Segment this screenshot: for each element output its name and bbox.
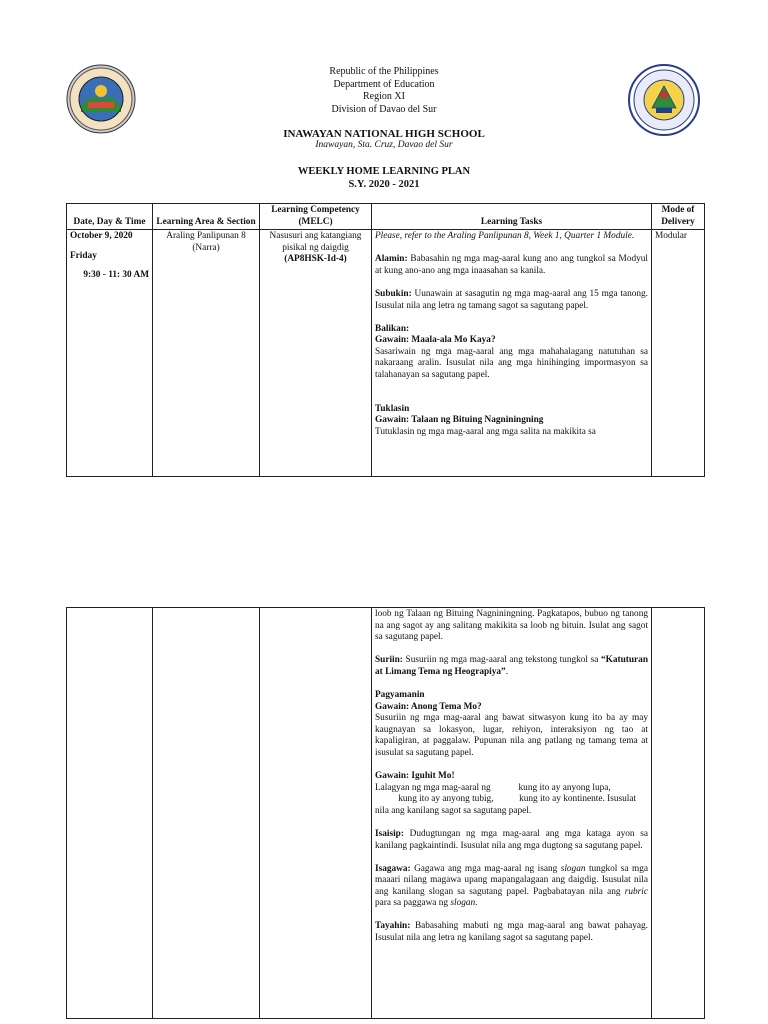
date-cell-continued xyxy=(67,608,153,1019)
task-isagawa xyxy=(375,864,648,910)
task-subukin xyxy=(375,289,648,312)
tayahin-label: Tayahin: xyxy=(375,921,411,932)
tasks-intro: Please, refer to the Araling Panlipunan 8, Week 1, Quarter 1 Module. xyxy=(375,231,635,242)
school-year: S.Y. 2020 - 2021 xyxy=(348,178,420,190)
tuklasin-label: Tuklasin xyxy=(375,403,410,414)
header-republic: Republic of the Philippines xyxy=(329,66,439,77)
task-tuklasin xyxy=(375,404,648,439)
tayahin-text: Babasahing mabuti ng mga mag-aaral ang bawat pahayag. Isusulat nila ang letra ng kanilang sagot sa sagutang papel. xyxy=(375,921,648,944)
header-learning-competency: Learning Competency (MELC) xyxy=(260,204,372,230)
agency-header xyxy=(0,66,768,116)
balikan-label: Balikan: xyxy=(375,323,410,334)
alamin-text: Babasahin ng mga mag-aaral kung ano ang tungkol sa Modyul at kung ano-ano ang mga inaasahan sa kanila. xyxy=(375,254,648,276)
header-learning-tasks: Learning Tasks xyxy=(372,204,652,230)
pagyamanin-label: Pagyamanin xyxy=(375,689,425,700)
suriin-title: “Katuturan at Limang Tema ng Heograpiya” xyxy=(375,655,648,677)
mode-cell-continued xyxy=(652,608,705,1019)
table-header-row xyxy=(67,204,705,230)
iguhit-line1: Lalagyan ng mga mag-aaral ng kung ito ay anyong lupa, xyxy=(375,782,611,793)
isagawa-text1: Gagawa ang mga mag-aaral ng isang xyxy=(410,863,561,874)
learning-tasks-cell-continued xyxy=(372,608,652,1019)
suriin-end: . xyxy=(505,666,509,677)
subukin-label: Subukin: xyxy=(375,288,412,299)
header-learning-area: Learning Area & Section xyxy=(153,204,260,230)
isaisip-text: Dudugtungan ng mga mag-aaral ang mga kataga ayon sa kanilang pagkaintindi. Isusulat nila ang mga dugtong sa sagutang papel. xyxy=(375,828,648,851)
task-alamin xyxy=(375,254,648,277)
date: October 9, 2020 xyxy=(70,231,133,242)
task-balikan xyxy=(375,324,648,382)
learning-tasks-cell xyxy=(372,230,652,477)
learning-area: Araling Panlipunan 8 (Narra) xyxy=(166,231,246,253)
balikan-text: Sasariwain ng mga mag-aaral ang mga mahahalagang natutuhan sa nakaraang aralin. Isusulat nila ang mga hinihinging impormasyon sa talahanayan sa sagutang papel. xyxy=(375,346,648,381)
iguhit-line2: kung ito ay anyong tubig, kung ito ay kontinente. Isusulat nila ang kanilang sagot sa sagutang papel. xyxy=(375,794,639,816)
tuklasin-text-b: loob ng Talaan ng Bituing Nagniningning. Pagkatapos, bubuo ng tanong na ang sagot ay ang salitang makikita sa loob ng bituin. Isulat ang sagot sa sagutang papel. xyxy=(375,609,648,643)
alamin-label: Alamin: xyxy=(375,254,408,265)
iguhit-gawain: Gawain: Iguhit Mo! xyxy=(375,771,455,782)
balikan-gawain: Gawain: Maala-ala Mo Kaya? xyxy=(375,335,496,346)
header-region: Region XI xyxy=(363,91,405,102)
learning-area-cell xyxy=(153,230,260,477)
isagawa-end: . xyxy=(475,898,478,909)
isagawa-text2: tungkol sa mga maaari nilang magawa upang mapangalagaan ang daigdig. Isusulat nila ang kanilang slogan sa sagutang papel. Pagbabatayan nila ang xyxy=(375,863,648,897)
learning-plan-table-continued xyxy=(66,607,705,1019)
header-date-day-time: Date, Day & Time xyxy=(67,204,153,230)
header-department: Department of Education xyxy=(333,78,435,90)
task-suriin xyxy=(375,655,648,678)
competency-code: (AP8HSK-Id-4) xyxy=(284,254,347,265)
suriin-label: Suriin: xyxy=(375,655,403,666)
competency-cell xyxy=(260,230,372,477)
time: 9:30 - 11: 30 AM xyxy=(83,270,149,281)
tuklasin-text-a: Tutuklasin ng mga mag-aaral ang mga salita na makikita sa xyxy=(375,426,596,437)
plan-title xyxy=(0,166,768,191)
pagyamanin-gawain: Gawain: Anong Tema Mo? xyxy=(375,701,482,712)
isagawa-text3: para sa paggawa ng xyxy=(375,898,451,909)
header-mode-of-delivery: Mode of Delivery xyxy=(652,204,705,230)
day: Friday xyxy=(70,250,97,261)
isagawa-slogan2: slogan xyxy=(450,898,476,909)
school-name: INAWAYAN NATIONAL HIGH SCHOOL xyxy=(283,128,485,140)
competency: Nasusuri ang katangiang pisikal ng daigdig xyxy=(269,231,362,253)
isagawa-label: Isagawa: xyxy=(375,863,411,874)
table-row xyxy=(67,230,705,477)
mode-of-delivery: Modular xyxy=(655,231,688,242)
isagawa-rubric: rubric xyxy=(624,886,648,897)
isagawa-slogan: slogan xyxy=(560,863,586,874)
pagyamanin-text: Susuriin ng mga mag-aaral ang bawat sitwasyon kung ito ba ay may kaugnayan sa lokasyon, lugar, rehiyon, interaksiyon ng tao at kapaligiran, at paggalaw. Pupunan nila ang patlang ng tamang tema at isusulat sa sagutang papel. xyxy=(375,713,648,758)
subukin-text: Uunawain at sasagutin ng mga mag-aaral ang 15 mga tanong. Isusulat nila ang letra ng tamang sagot sa sagutang papel. xyxy=(375,288,648,311)
date-cell xyxy=(67,230,153,477)
header-division: Division of Davao del Sur xyxy=(331,103,437,115)
competency-cell-continued xyxy=(260,608,372,1019)
learning-plan-table xyxy=(66,203,705,477)
plan-title-text: WEEKLY HOME LEARNING PLAN xyxy=(297,166,471,177)
table-row xyxy=(67,608,705,1019)
task-iguhit xyxy=(375,771,648,817)
task-isaisip xyxy=(375,829,648,852)
learning-area-cell-continued xyxy=(153,608,260,1019)
task-tayahin xyxy=(375,921,648,944)
task-pagyamanin xyxy=(375,690,648,760)
suriin-text: Susuriin ng mga mag-aaral ang tekstong tungkol sa xyxy=(402,655,601,666)
mode-cell xyxy=(652,230,705,477)
isaisip-label: Isaisip: xyxy=(375,828,404,839)
school-address: Inawayan, Sta. Cruz, Davao del Sur xyxy=(315,140,453,150)
tuklasin-gawain: Gawain: Talaan ng Bituing Nagniningning xyxy=(375,415,544,426)
